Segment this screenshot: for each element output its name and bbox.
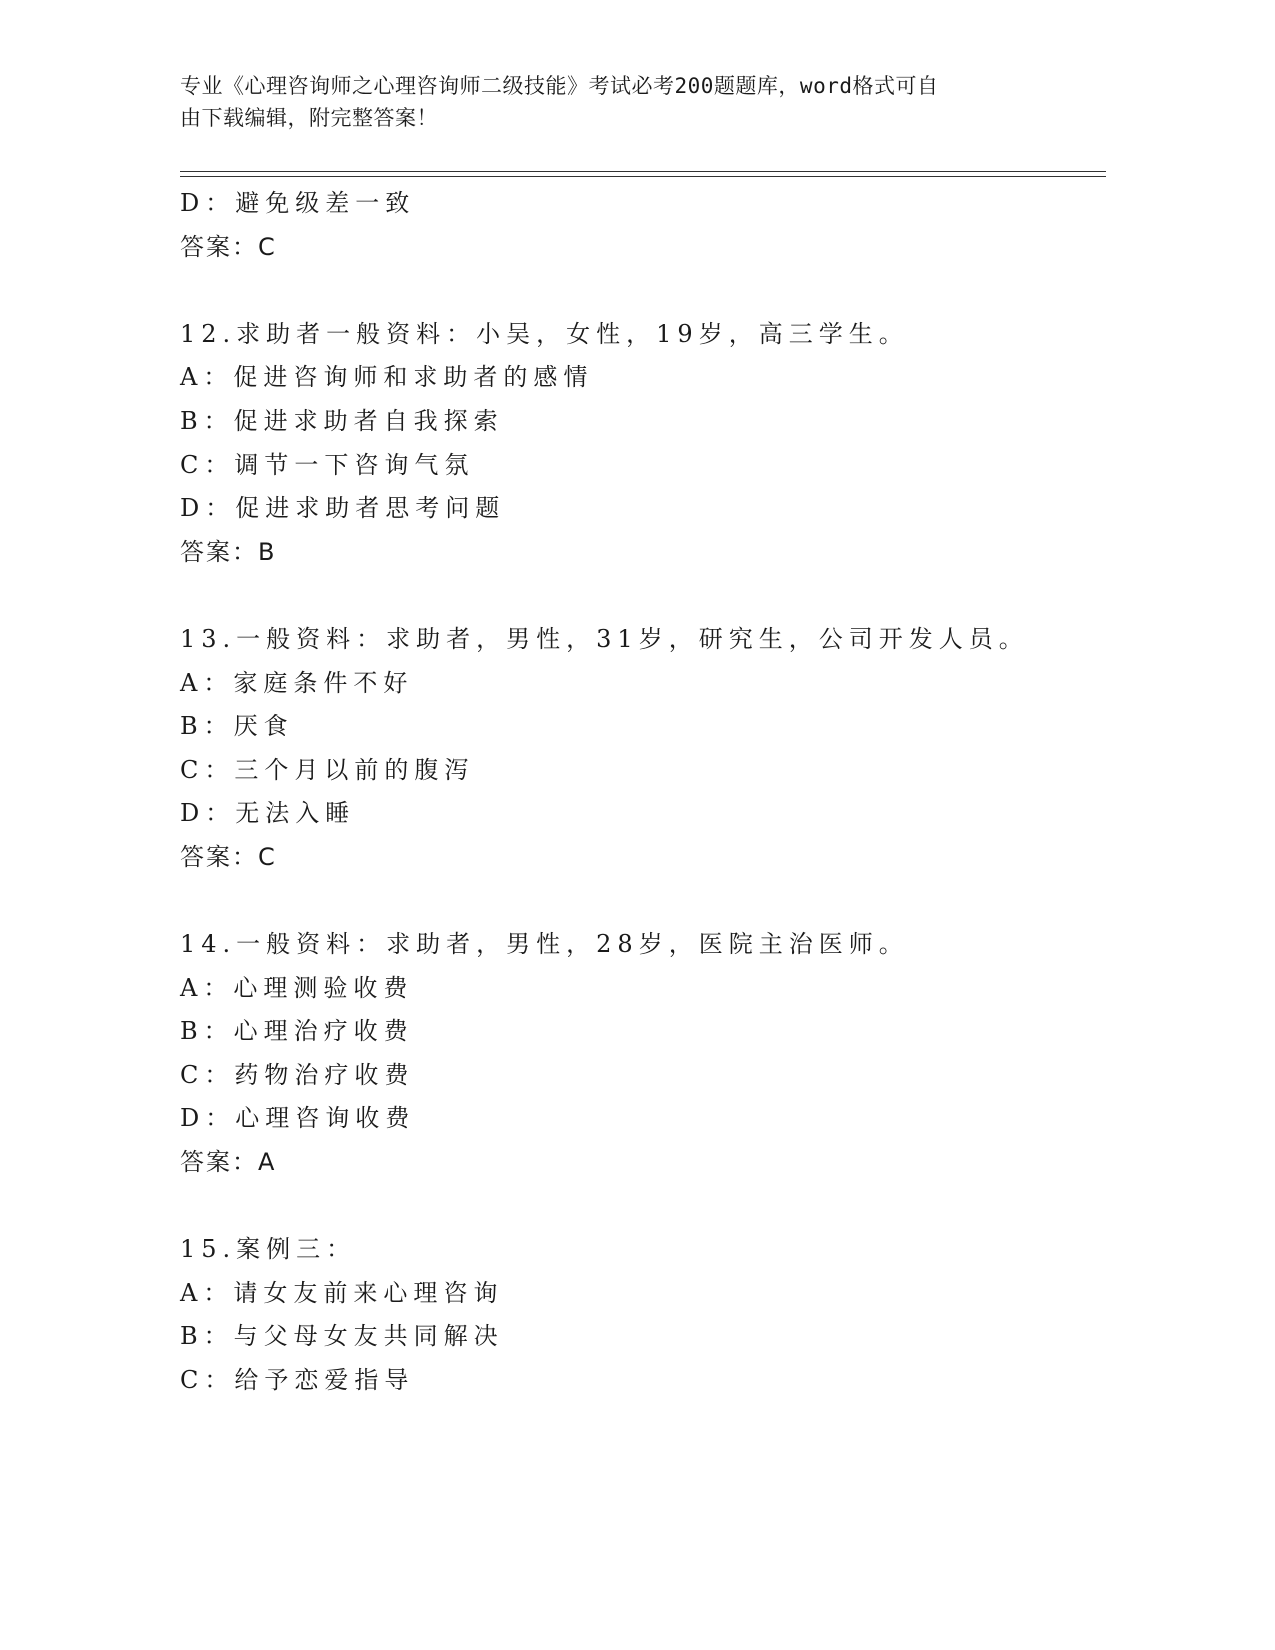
blank-line — [180, 1185, 1100, 1229]
question-stem: 13.一般资料：求助者，男性，31岁，研究生，公司开发人员。 — [180, 624, 1029, 653]
option-line: C：三个月以前的腹泻 — [180, 755, 475, 784]
option-line: B：心理治疗收费 — [180, 1017, 414, 1046]
blank-line — [180, 880, 1100, 924]
answer-line: 答案：A — [180, 1148, 277, 1177]
document-header — [180, 70, 1040, 134]
option-line: A：心理测验收费 — [180, 973, 414, 1002]
question-stem: 15.案例三： — [180, 1235, 357, 1264]
option-line: B：厌食 — [180, 712, 294, 741]
option-line: A：促进咨询师和求助者的感情 — [180, 363, 594, 392]
blank-line — [180, 269, 1100, 313]
option-line: D：避免级差一致 — [180, 189, 416, 217]
answer-line: 答案：B — [180, 537, 277, 566]
option-line: C：调节一下咨询气氛 — [180, 450, 475, 479]
answer-line: 答案：C — [180, 842, 277, 871]
option-line: A：请女友前来心理咨询 — [180, 1278, 504, 1307]
header-divider-bottom — [180, 176, 1106, 177]
question-stem: 12.求助者一般资料：小吴，女性，19岁，高三学生。 — [180, 319, 909, 348]
option-line: A：家庭条件不好 — [180, 668, 414, 697]
option-line: D：心理咨询收费 — [180, 1104, 416, 1133]
header-line-2: 由下载编辑，附完整答案！ — [180, 106, 438, 130]
header-divider-top — [180, 171, 1106, 172]
question-stem: 14.一般资料：求助者，男性，28岁，医院主治医师。 — [180, 930, 909, 959]
option-line: D：促进求助者思考问题 — [180, 494, 506, 523]
question-list — [180, 182, 1100, 1403]
option-line: B：促进求助者自我探索 — [180, 406, 504, 435]
option-line: C：给予恋爱指导 — [180, 1366, 415, 1395]
blank-line — [180, 574, 1100, 618]
answer-line: 答案：C — [180, 232, 277, 261]
header-line-1: 专业《心理咨询师之心理咨询师二级技能》考试必考200题题库，word格式可自 — [180, 74, 939, 98]
option-line: D：无法入睡 — [180, 799, 356, 828]
option-line: B：与父母女友共同解决 — [180, 1322, 504, 1351]
option-line: C：药物治疗收费 — [180, 1060, 415, 1089]
